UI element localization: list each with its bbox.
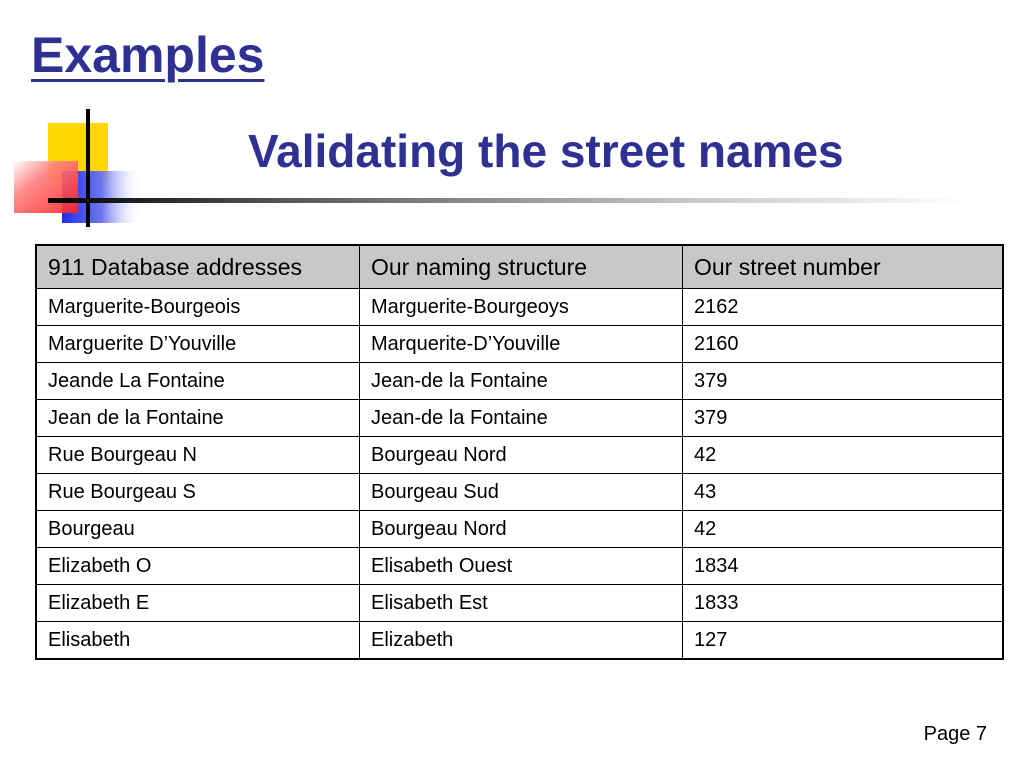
title-divider bbox=[48, 198, 968, 203]
cell-911-address: Marguerite D’Youville bbox=[36, 326, 360, 363]
cell-911-address: Rue Bourgeau S bbox=[36, 474, 360, 511]
column-header-street-number: Our street number bbox=[683, 245, 1004, 289]
cell-street-number: 42 bbox=[683, 437, 1004, 474]
cell-naming-structure: Elizabeth bbox=[360, 622, 683, 660]
cell-street-number: 127 bbox=[683, 622, 1004, 660]
cell-naming-structure: Bourgeau Sud bbox=[360, 474, 683, 511]
table-row bbox=[36, 585, 1003, 622]
cell-naming-structure: Jean-de la Fontaine bbox=[360, 363, 683, 400]
table-row bbox=[36, 363, 1003, 400]
page-number: Page 7 bbox=[923, 723, 987, 745]
cell-naming-structure: Elisabeth Ouest bbox=[360, 548, 683, 585]
cell-911-address: Jean de la Fontaine bbox=[36, 400, 360, 437]
table-row bbox=[36, 622, 1003, 660]
table-row bbox=[36, 289, 1003, 326]
cell-naming-structure: Marquerite-D’Youville bbox=[360, 326, 683, 363]
cell-911-address: Rue Bourgeau N bbox=[36, 437, 360, 474]
table-row bbox=[36, 400, 1003, 437]
cell-naming-structure: Marguerite-Bourgeoys bbox=[360, 289, 683, 326]
column-header-naming-structure: Our naming structure bbox=[360, 245, 683, 289]
slide-heading: Examples bbox=[31, 27, 265, 83]
cell-911-address: Elizabeth O bbox=[36, 548, 360, 585]
cell-naming-structure: Elisabeth Est bbox=[360, 585, 683, 622]
column-header-911-database: 911 Database addresses bbox=[36, 245, 360, 289]
cell-street-number: 379 bbox=[683, 400, 1004, 437]
cell-naming-structure: Bourgeau Nord bbox=[360, 437, 683, 474]
cell-street-number: 379 bbox=[683, 363, 1004, 400]
table-header-row bbox=[36, 245, 1003, 289]
table-row bbox=[36, 474, 1003, 511]
block-squares-logo bbox=[0, 105, 160, 230]
cell-street-number: 1833 bbox=[683, 585, 1004, 622]
street-names-table bbox=[35, 244, 1004, 660]
cell-911-address: Marguerite-Bourgeois bbox=[36, 289, 360, 326]
cell-naming-structure: Jean-de la Fontaine bbox=[360, 400, 683, 437]
cell-naming-structure: Bourgeau Nord bbox=[360, 511, 683, 548]
table-row bbox=[36, 437, 1003, 474]
cell-street-number: 2160 bbox=[683, 326, 1004, 363]
cell-street-number: 2162 bbox=[683, 289, 1004, 326]
table-row bbox=[36, 326, 1003, 363]
cell-911-address: Elisabeth bbox=[36, 622, 360, 660]
cell-street-number: 43 bbox=[683, 474, 1004, 511]
table-row bbox=[36, 511, 1003, 548]
cell-street-number: 42 bbox=[683, 511, 1004, 548]
cell-street-number: 1834 bbox=[683, 548, 1004, 585]
cell-911-address: Elizabeth E bbox=[36, 585, 360, 622]
slide-subtitle: Validating the street names bbox=[248, 125, 844, 177]
cell-911-address: Bourgeau bbox=[36, 511, 360, 548]
table-row bbox=[36, 548, 1003, 585]
cell-911-address: Jeande La Fontaine bbox=[36, 363, 360, 400]
